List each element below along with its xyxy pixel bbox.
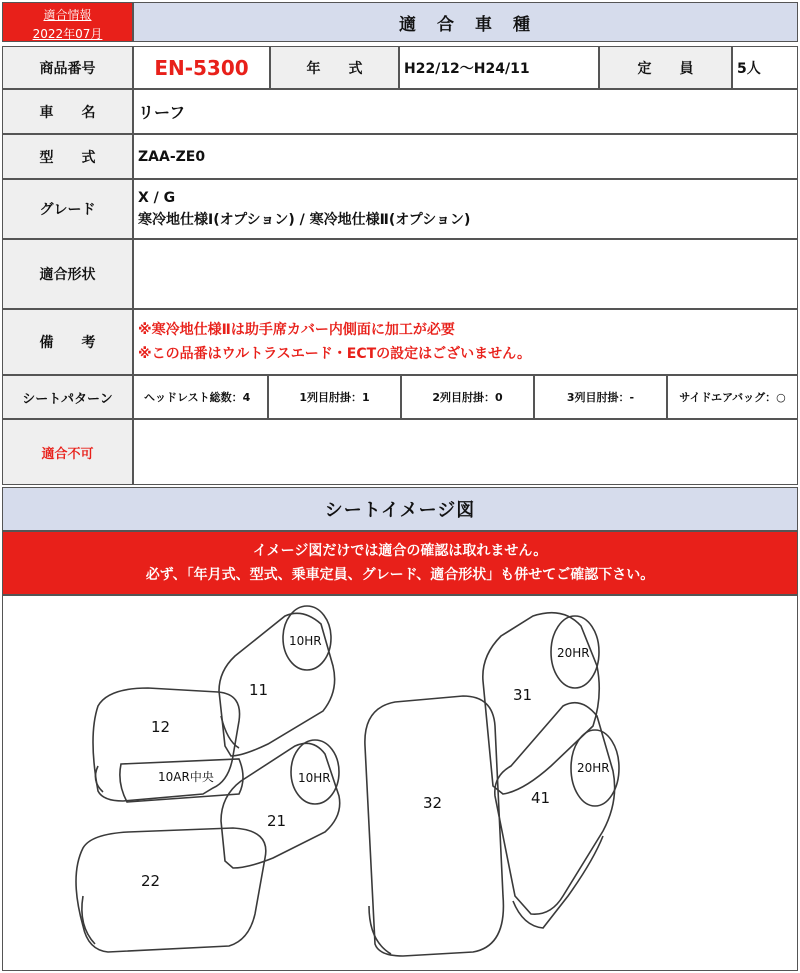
badge-title: 適合情報 <box>43 8 92 22</box>
shape-value <box>133 239 798 309</box>
capacity-label: 定 員 <box>599 46 732 89</box>
warning-banner <box>2 531 798 595</box>
car-name-label: 車 名 <box>2 89 133 134</box>
date-badge <box>2 2 133 42</box>
label-seat-32: 32 <box>423 794 443 812</box>
label-10ar: 10AR中央 <box>158 770 214 784</box>
incompatible-label <box>2 419 133 485</box>
grade-value <box>133 179 798 239</box>
label-10hr-a: 10HR <box>289 634 322 648</box>
product-no-label: 商品番号 <box>2 46 133 89</box>
page-title: 適 合 車 種 <box>133 2 798 42</box>
label-seat-41: 41 <box>531 789 551 807</box>
seat-21-outline <box>221 743 340 868</box>
label-10hr-b: 10HR <box>298 771 331 785</box>
label-20hr-a: 20HR <box>557 646 590 660</box>
pattern-label: シートパターン <box>2 375 133 419</box>
seat-diagram <box>2 595 798 971</box>
incompatible-value <box>133 419 798 485</box>
seat-22-edge <box>82 896 95 944</box>
product-no-value <box>133 46 270 89</box>
grade-line1: X / G <box>138 190 176 206</box>
pattern-row1-armrest: 1列目肘掛：1 <box>268 375 401 419</box>
badge-date: 2022年07月 <box>32 27 103 41</box>
warning-line2: 必ず、「年月式、型式、乗車定員、グレード、適合形状」も併せてご確認下さい。 <box>145 567 655 583</box>
seat-image-title: シートイメージ図 <box>2 487 798 531</box>
label-seat-21: 21 <box>267 812 287 830</box>
remarks-line1: ※寒冷地仕様Ⅱは助手席カバー内側面に加工が必要 <box>138 322 455 338</box>
seat-diagram-svg <box>3 596 799 972</box>
shape-label: 適合形状 <box>2 239 133 309</box>
remarks-line2: ※この品番はウルトラスエード・ECTの設定はございません。 <box>138 346 531 362</box>
pattern-row3-armrest: 3列目肘掛：- <box>534 375 667 419</box>
remarks-label: 備 考 <box>2 309 133 375</box>
grade-line2: 寒冷地仕様Ⅰ(オプション) / 寒冷地仕様Ⅱ(オプション) <box>138 212 471 228</box>
car-name-value: リーフ <box>133 89 798 134</box>
warning-line1: イメージ図だけでは適合の確認は取れません。 <box>252 543 548 559</box>
label-seat-12: 12 <box>151 718 171 736</box>
product-no-text: EN-5300 <box>154 55 249 80</box>
model-label: 型 式 <box>2 134 133 179</box>
seat-41-back <box>513 836 603 928</box>
pattern-headrest: ヘッドレスト総数：4 <box>133 375 268 419</box>
label-20hr-b: 20HR <box>577 761 610 775</box>
capacity-value: 5人 <box>732 46 798 89</box>
pattern-row2-armrest: 2列目肘掛：0 <box>401 375 534 419</box>
label-seat-22: 22 <box>141 872 161 890</box>
year-value: H22/12〜H24/11 <box>399 46 599 89</box>
label-seat-11: 11 <box>249 681 269 699</box>
seat-22-outline <box>76 828 266 952</box>
seat-32-edge <box>369 906 391 954</box>
incompatible-text: 適合不可 <box>41 446 94 462</box>
remarks-value <box>133 309 798 375</box>
seat-32-outline <box>365 696 504 956</box>
pattern-side-airbag: サイドエアバッグ：○ <box>667 375 798 419</box>
year-label: 年 式 <box>270 46 399 89</box>
model-value: ZAA-ZE0 <box>133 134 798 179</box>
label-seat-31: 31 <box>513 686 533 704</box>
seat-41-outline <box>495 703 615 915</box>
grade-label: グレード <box>2 179 133 239</box>
